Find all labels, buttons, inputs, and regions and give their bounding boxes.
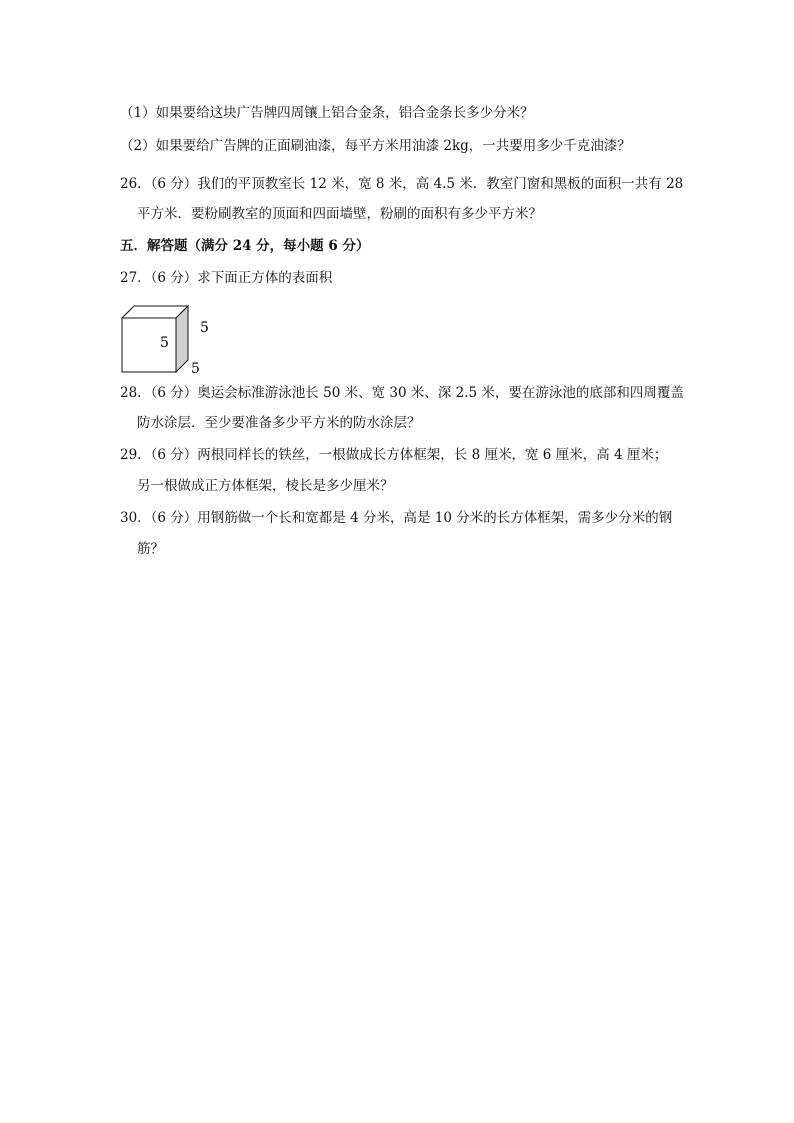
question-26-line-2: 平方米．要粉刷教室的顶面和四面墙壁，粉刷的面积有多少平方米？ — [137, 206, 542, 222]
question-30-line-2: 筋？ — [137, 541, 164, 557]
cube-figure — [120, 304, 220, 376]
question-30-line-1: 30．（6 分）用钢筋做一个长和宽都是 4 分米，高是 10 分米的长方体框架，需多少分米的钢 — [120, 510, 673, 526]
question-28-line-2: 防水涂层．至少要准备多少平方米的防水涂层？ — [137, 415, 421, 431]
question-28-line-1: 28．（6 分）奥运会标准游泳池长 50 米、宽 30 米、深 2.5 米，要在游泳池的底部和四周覆盖 — [120, 385, 684, 401]
section-five-title: 五．解答题（满分 24 分，每小题 6 分） — [120, 238, 370, 254]
question-29-line-2: 另一根做成正方体框架，棱长是多少厘米？ — [137, 478, 394, 494]
question-29-line-1: 29．（6 分）两根同样长的铁丝，一根做成长方体框架，长 8 厘米，宽 6 厘米，高 4 厘米； — [120, 447, 668, 463]
cube-right-label: 5 — [200, 320, 209, 336]
cube-front-label: 5 — [160, 335, 169, 351]
cube-bottom-label: 5 — [191, 361, 200, 376]
question-25-part-1: （1）如果要给这块广告牌四周镶上铝合金条，铝合金条长多少分米？ — [120, 105, 534, 121]
question-25-part-2: （2）如果要给广告牌的正面刷油漆，每平方米用油漆 2kg，一共要用多少千克油漆？ — [120, 138, 631, 154]
question-27: 27．（6 分）求下面正方体的表面积 — [120, 270, 333, 286]
question-26-line-1: 26．（6 分）我们的平顶教室长 12 米，宽 8 米，高 4.5 米．教室门窗和黑板的面积一共有 28 — [120, 176, 684, 192]
cube-right-face — [176, 306, 188, 372]
